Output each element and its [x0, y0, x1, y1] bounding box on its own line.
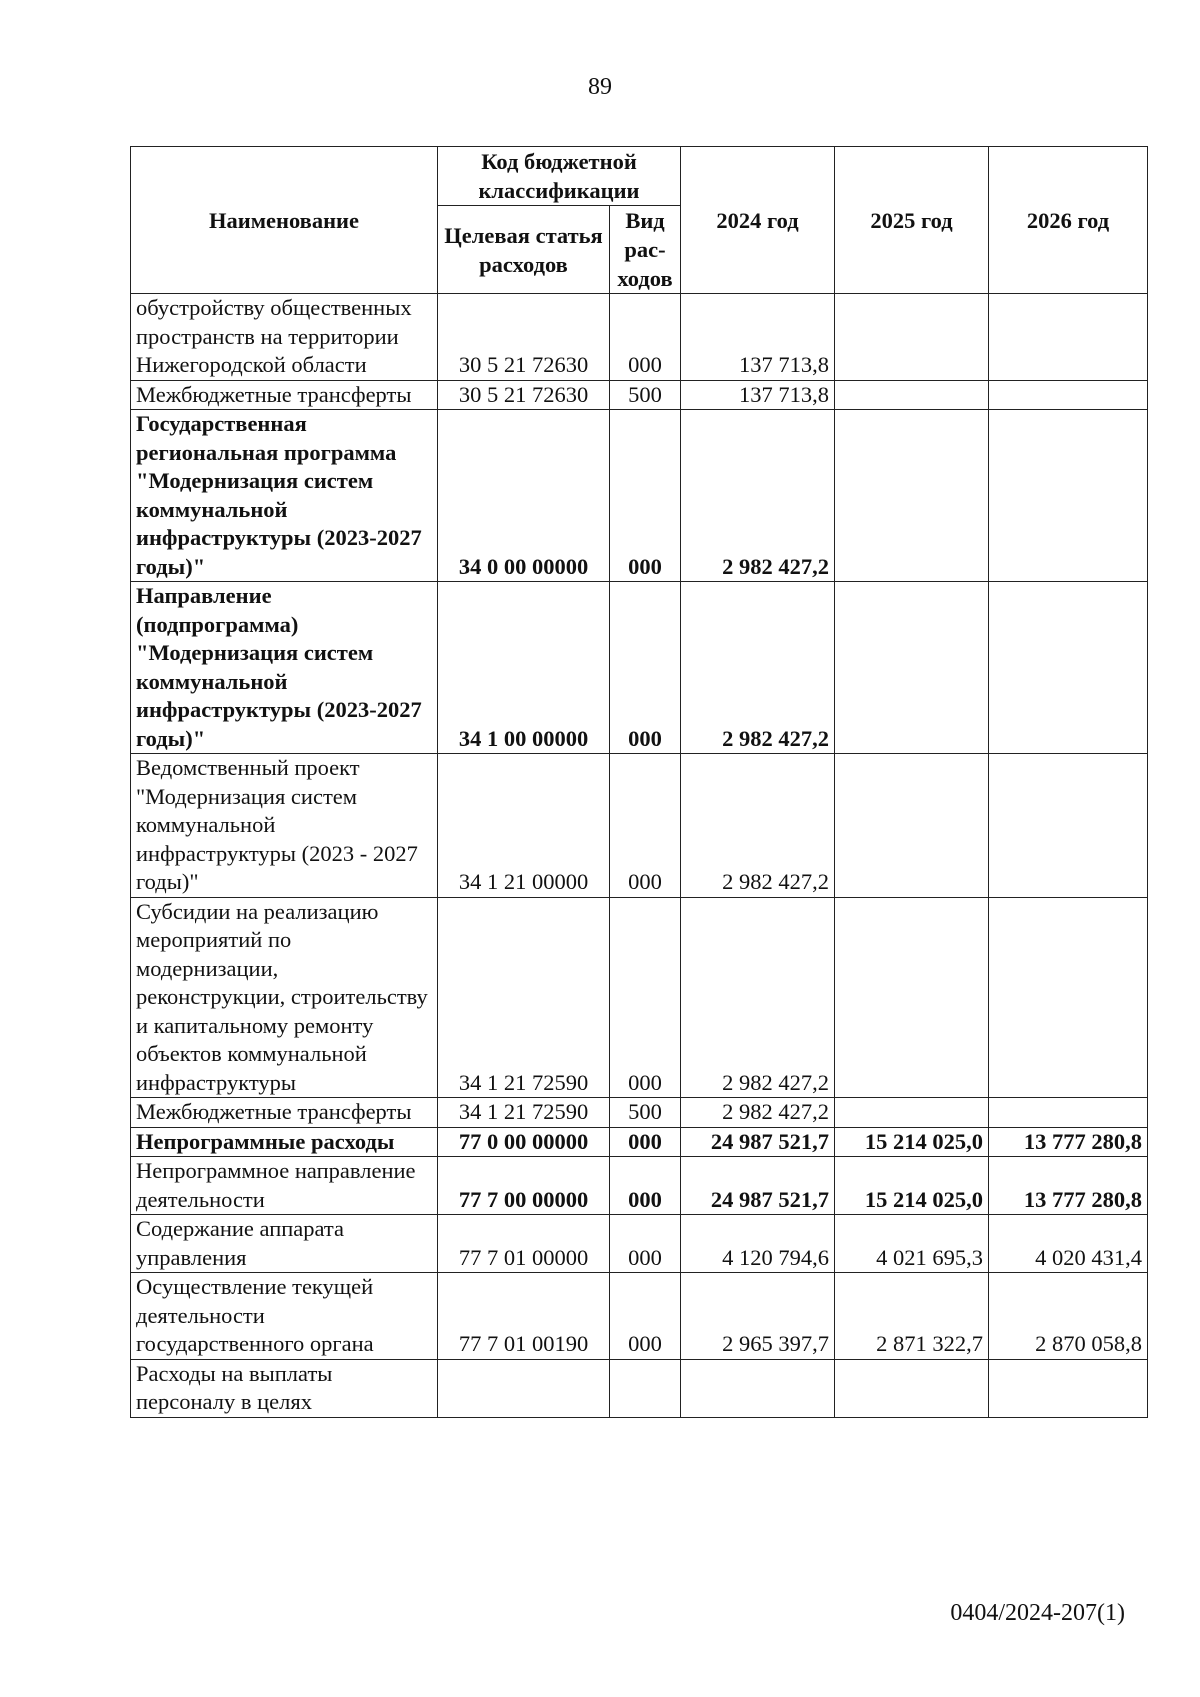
row-2026 — [989, 294, 1148, 381]
row-2025: 2 871 322,7 — [835, 1273, 989, 1360]
row-2026 — [989, 1098, 1148, 1128]
row-type: 000 — [610, 582, 681, 754]
row-name: Расходы на выплаты персоналу в целях — [131, 1359, 438, 1417]
row-2025 — [835, 380, 989, 410]
row-type: 000 — [610, 754, 681, 898]
row-2026 — [989, 582, 1148, 754]
row-2024: 137 713,8 — [681, 380, 835, 410]
row-2026: 13 777 280,8 — [989, 1157, 1148, 1215]
table-row — [131, 1157, 1148, 1215]
row-type: 000 — [610, 294, 681, 381]
row-code — [438, 1359, 610, 1417]
table-row — [131, 380, 1148, 410]
header-code-group: Код бюджетной классификации — [438, 147, 681, 206]
row-name: Межбюджетные трансферты — [131, 380, 438, 410]
header-name: Наименование — [131, 147, 438, 294]
table-row — [131, 897, 1148, 1098]
row-2024: 2 982 427,2 — [681, 897, 835, 1098]
row-2025 — [835, 897, 989, 1098]
row-2026 — [989, 1359, 1148, 1417]
row-2024: 2 982 427,2 — [681, 1098, 835, 1128]
row-2026 — [989, 380, 1148, 410]
row-2025: 15 214 025,0 — [835, 1127, 989, 1157]
table-row — [131, 410, 1148, 582]
row-type: 000 — [610, 1157, 681, 1215]
row-2026: 13 777 280,8 — [989, 1127, 1148, 1157]
row-type — [610, 1359, 681, 1417]
table-row — [131, 582, 1148, 754]
row-2024: 24 987 521,7 — [681, 1157, 835, 1215]
row-2025 — [835, 294, 989, 381]
row-code: 34 1 21 72590 — [438, 897, 610, 1098]
page-number: 89 — [588, 74, 612, 100]
document-code: 0404/2024-207(1) — [950, 1600, 1125, 1626]
row-name: Содержание аппарата управления — [131, 1215, 438, 1273]
row-2024: 137 713,8 — [681, 294, 835, 381]
row-name: Непрограммные расходы — [131, 1127, 438, 1157]
row-2025: 15 214 025,0 — [835, 1157, 989, 1215]
row-2025 — [835, 754, 989, 898]
row-code: 34 1 00 00000 — [438, 582, 610, 754]
header-target: Целевая статья расходов — [438, 206, 610, 294]
row-type: 000 — [610, 897, 681, 1098]
row-type: 500 — [610, 1098, 681, 1128]
table-row — [131, 294, 1148, 381]
header-2024: 2024 год — [681, 147, 835, 294]
row-code: 30 5 21 72630 — [438, 294, 610, 381]
row-type: 500 — [610, 380, 681, 410]
row-2025 — [835, 1359, 989, 1417]
row-2025: 4 021 695,3 — [835, 1215, 989, 1273]
row-name: Осуществление текущей деятельности государственного органа — [131, 1273, 438, 1360]
header-type: Вид рас-ходов — [610, 206, 681, 294]
table-row — [131, 1273, 1148, 1360]
row-type: 000 — [610, 1215, 681, 1273]
row-name: Ведомственный проект "Модернизация систем коммунальной инфраструктуры (2023 - 2027 годы)" — [131, 754, 438, 898]
table-row — [131, 754, 1148, 898]
row-code: 34 0 00 00000 — [438, 410, 610, 582]
row-2026 — [989, 897, 1148, 1098]
row-2026: 4 020 431,4 — [989, 1215, 1148, 1273]
row-name: Непрограммное направление деятельности — [131, 1157, 438, 1215]
row-2024: 2 982 427,2 — [681, 410, 835, 582]
row-2024: 24 987 521,7 — [681, 1127, 835, 1157]
row-type: 000 — [610, 410, 681, 582]
row-name: Государственная региональная программа "Модернизация систем коммунальной инфраструктуры (2023-2027 годы)" — [131, 410, 438, 582]
row-2024: 2 965 397,7 — [681, 1273, 835, 1360]
row-type: 000 — [610, 1127, 681, 1157]
header-2026: 2026 год — [989, 147, 1148, 294]
row-2024: 2 982 427,2 — [681, 582, 835, 754]
row-type: 000 — [610, 1273, 681, 1360]
row-2025 — [835, 1098, 989, 1128]
row-2026 — [989, 754, 1148, 898]
row-code: 34 1 21 72590 — [438, 1098, 610, 1128]
table-row — [131, 1098, 1148, 1128]
row-2026 — [989, 410, 1148, 582]
row-2024 — [681, 1359, 835, 1417]
row-2024: 2 982 427,2 — [681, 754, 835, 898]
table-row — [131, 1215, 1148, 1273]
row-code: 34 1 21 00000 — [438, 754, 610, 898]
header-2025: 2025 год — [835, 147, 989, 294]
row-code: 77 7 01 00190 — [438, 1273, 610, 1360]
row-name: Межбюджетные трансферты — [131, 1098, 438, 1128]
row-name: обустройству общественных пространств на территории Нижегородской области — [131, 294, 438, 381]
row-code: 77 0 00 00000 — [438, 1127, 610, 1157]
table-row — [131, 1359, 1148, 1417]
row-name: Направление (подпрограмма) "Модернизация систем коммунальной инфраструктуры (2023-2027 годы)" — [131, 582, 438, 754]
row-2025 — [835, 582, 989, 754]
row-code: 77 7 01 00000 — [438, 1215, 610, 1273]
budget-table — [130, 146, 1148, 1418]
row-2026: 2 870 058,8 — [989, 1273, 1148, 1360]
table-row — [131, 1127, 1148, 1157]
row-name: Субсидии на реализацию мероприятий по модернизации, реконструкции, строительству и капитальному ремонту объектов коммунальной инфраструктуры — [131, 897, 438, 1098]
row-code: 77 7 00 00000 — [438, 1157, 610, 1215]
row-2024: 4 120 794,6 — [681, 1215, 835, 1273]
row-code: 30 5 21 72630 — [438, 380, 610, 410]
row-2025 — [835, 410, 989, 582]
